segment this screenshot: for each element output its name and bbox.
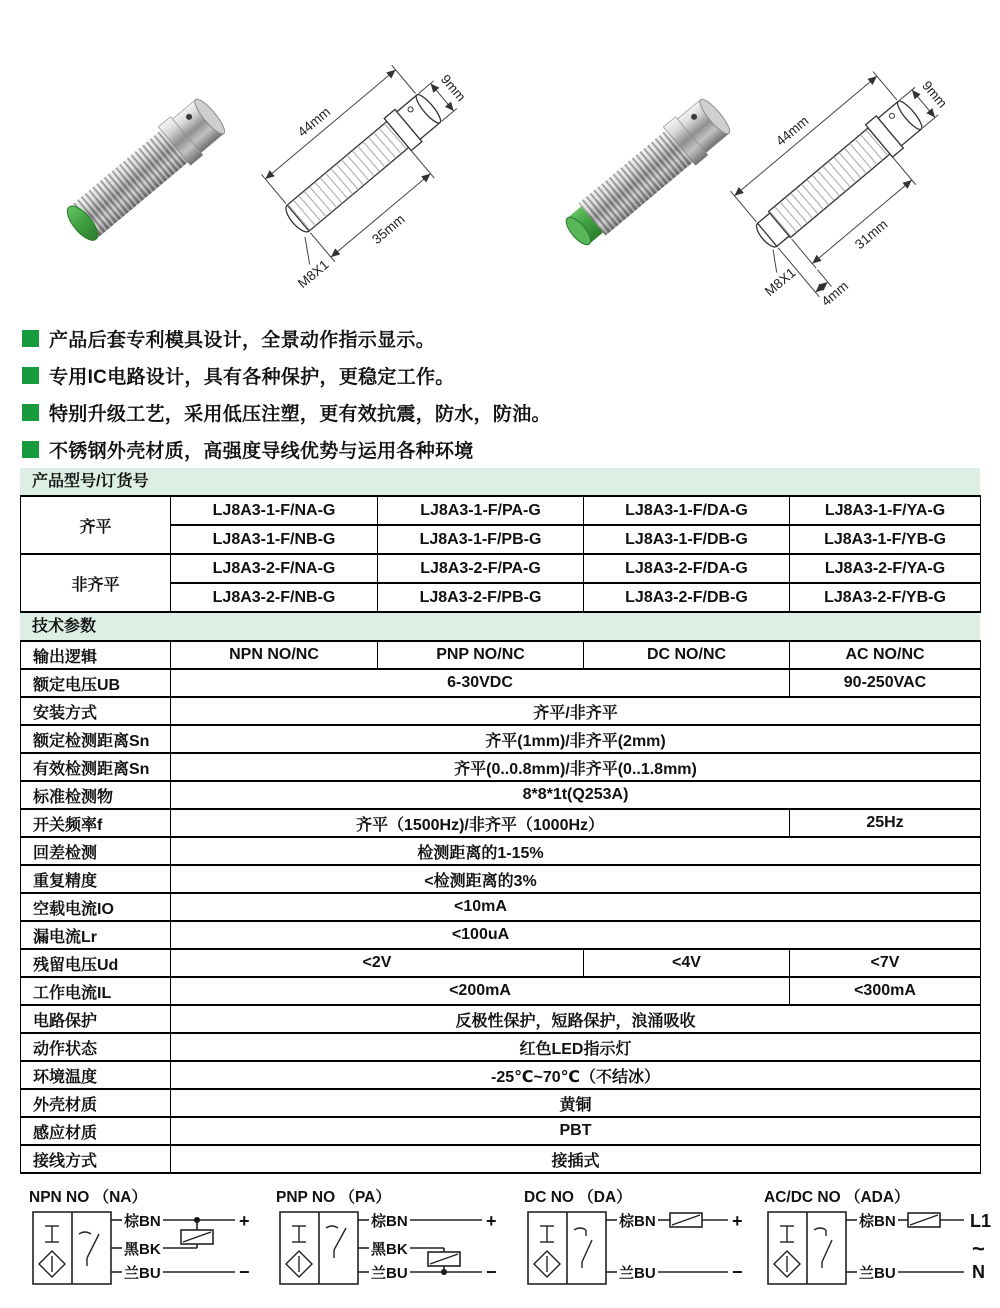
feature-item [22,320,1000,357]
spec-label: 回差检测 [21,837,171,865]
wiring-diagram-pnp-no [272,1186,507,1300]
wiring-title: NPN NO （NA） [29,1189,147,1206]
spec-label: 外壳材质 [21,1089,171,1117]
model-table-header: 产品型号/订货号 [20,468,980,495]
spec-value: <7V [790,949,981,977]
table-row [21,641,981,669]
spec-value: <100uA [171,921,981,949]
feature-text: 专用IC电路设计，具有各种保护，更稳定工作。 [49,367,455,388]
spec-label: 开关频率f [21,809,171,837]
wiring-title: AC/DC NO （ADA） [764,1189,910,1206]
switch-symbol [814,1228,832,1268]
terminal-l1: L1 [970,1211,992,1231]
wire-label-blue: 兰BU [124,1265,161,1282]
tech-table [20,640,981,1174]
spec-label: 有效检测距离Sn [21,753,171,781]
table-row [21,725,981,753]
terminal-minus: − [486,1262,497,1282]
wire-label-brown: 棕BN [619,1213,656,1230]
model-cell: LJ8A3-2-F/DB-G [584,583,790,612]
table-row [21,1117,981,1145]
spec-value: -25℃~70℃（不结冰） [171,1061,981,1089]
ac-tilde-symbol: ~ [972,1236,985,1261]
spec-value: AC NO/NC [790,641,981,669]
terminal-minus: − [732,1262,743,1282]
model-cell: LJ8A3-1-F/NA-G [171,496,378,525]
spec-value: 黄铜 [171,1089,981,1117]
wiring-diagram-acdc-no [760,1186,995,1300]
mount-type-label: 齐平 [21,496,171,554]
table-row [21,781,981,809]
dim-thread-length-nonflush: 31mm [852,216,891,253]
dim-length-flush: 44mm [294,104,334,140]
switch-symbol [326,1226,346,1258]
terminal-plus: + [486,1211,497,1231]
terminal-n: N [972,1262,985,1282]
wire-label-blue: 兰BU [619,1265,656,1282]
model-cell: LJ8A3-2-F/YA-G [790,554,981,583]
green-square-bullet-icon [22,367,39,384]
spec-label: 额定检测距离Sn [21,725,171,753]
spec-value: NPN NO/NC [171,641,378,669]
spec-label: 环境温度 [21,1061,171,1089]
coil-symbol [780,1226,794,1242]
feature-text: 特别升级工艺，采用低压注塑，更有效抗震，防水，防油。 [49,404,551,425]
spec-value: <200mA [171,977,790,1005]
wire-label-blue: 兰BU [859,1265,896,1282]
wire-label-blue: 兰BU [371,1265,408,1282]
model-cell: LJ8A3-2-F/DA-G [584,554,790,583]
switch-symbol [79,1232,99,1266]
initiator-diamond-symbol [534,1251,560,1277]
feature-text: 产品后套专利模具设计，全景动作指示显示。 [49,330,436,351]
table-row [21,977,981,1005]
spec-label: 工作电流IL [21,977,171,1005]
wiring-diagram-npn-no [25,1186,260,1300]
wiring-diagrams-section [0,1186,1000,1308]
table-row [21,753,981,781]
model-cell: LJ8A3-2-F/PB-G [378,583,584,612]
spec-value: 反极性保护，短路保护，浪涌吸收 [171,1005,981,1033]
spec-value: 8*8*1t(Q253A) [171,781,981,809]
table-row [21,809,981,837]
spec-label: 安装方式 [21,697,171,725]
spec-value: 6-30VDC [171,669,790,697]
dim-thread-spec-nonflush: M8X1 [761,264,799,300]
spec-value: 25Hz [790,809,981,837]
dim-length-nonflush: 44mm [773,113,812,149]
spec-value: DC NO/NC [584,641,790,669]
feature-item [22,394,1000,431]
dim-thread-spec-flush: M8X1 [294,256,332,292]
initiator-diamond-symbol [39,1251,65,1277]
spec-value: 齐平(1mm)/非齐平(2mm) [171,725,981,753]
table-row [21,1061,981,1089]
product-photo-nonflush [540,50,750,302]
spec-value: <300mA [790,977,981,1005]
spec-value: <检测距离的3% [171,865,981,893]
model-cell: LJ8A3-2-F/PA-G [378,554,584,583]
spec-label: 动作状态 [21,1033,171,1061]
wiring-title: DC NO （DA） [524,1189,632,1206]
green-square-bullet-icon [22,441,39,458]
model-cell: LJ8A3-1-F/DA-G [584,496,790,525]
model-cell: LJ8A3-2-F/NA-G [171,554,378,583]
feature-item [22,431,1000,468]
table-row [21,697,981,725]
table-row [21,921,981,949]
feature-list [22,320,1000,468]
table-row [21,1033,981,1061]
model-cell: LJ8A3-2-F/YB-G [790,583,981,612]
spec-label: 标准检测物 [21,781,171,809]
spec-value: 齐平(0..0.8mm)/非齐平(0..1.8mm) [171,753,981,781]
terminal-minus: − [239,1262,250,1282]
spec-value: PBT [171,1117,981,1145]
table-row [21,949,981,977]
spec-label: 重复精度 [21,865,171,893]
spec-value: <10mA [171,893,981,921]
table-row [21,669,981,697]
model-cell: LJ8A3-1-F/DB-G [584,525,790,554]
green-square-bullet-icon [22,330,39,347]
green-square-bullet-icon [22,404,39,421]
wire-label-black: 黑BK [124,1241,161,1258]
dimension-drawing-flush [243,36,495,302]
mount-type-label: 非齐平 [21,554,171,612]
model-cell: LJ8A3-1-F/YA-G [790,496,981,525]
dim-tip-nonflush: 4mm [818,278,852,309]
spec-label: 漏电流Lr [21,921,171,949]
table-row [21,893,981,921]
spec-label: 电路保护 [21,1005,171,1033]
dimension-drawing-nonflush [722,36,994,308]
table-row [21,1145,981,1173]
spec-value: 接插式 [171,1145,981,1173]
terminal-plus: + [239,1211,250,1231]
table-row [21,496,981,525]
coil-symbol [292,1226,306,1242]
terminal-plus: + [732,1211,743,1231]
spec-value: 齐平（1500Hz)/非齐平（1000Hz） [171,809,790,837]
table-row [21,1005,981,1033]
wire-label-brown: 棕BN [371,1213,408,1230]
product-images-section [0,0,1000,308]
spec-label: 残留电压Ud [21,949,171,977]
dim-head-flush: 9mm [437,71,469,105]
product-photo-flush [35,50,245,302]
spec-value: PNP NO/NC [378,641,584,669]
wiring-diagram-dc-no [520,1186,750,1300]
dim-thread-length-flush: 35mm [369,211,408,247]
spec-label: 输出逻辑 [21,641,171,669]
wire-label-brown: 棕BN [124,1213,161,1230]
spec-label: 感应材质 [21,1117,171,1145]
initiator-diamond-symbol [286,1251,312,1277]
table-row [21,554,981,583]
table-row [21,1089,981,1117]
coil-symbol [540,1226,554,1242]
wire-label-brown: 棕BN [859,1213,896,1230]
model-table [20,495,981,613]
spec-value: 红色LED指示灯 [171,1033,981,1061]
model-cell: LJ8A3-1-F/YB-G [790,525,981,554]
wiring-title: PNP NO （PA） [276,1189,391,1206]
initiator-diamond-symbol [774,1251,800,1277]
model-cell: LJ8A3-1-F/PB-G [378,525,584,554]
table-row [21,837,981,865]
model-cell: LJ8A3-2-F/NB-G [171,583,378,612]
tech-table-header: 技术参数 [20,613,980,640]
spec-value: <2V [171,949,584,977]
spec-label: 空载电流IO [21,893,171,921]
spec-value: 检测距离的1-15% [171,837,981,865]
feature-item [22,357,1000,394]
table-row [21,865,981,893]
model-cell: LJ8A3-1-F/PA-G [378,496,584,525]
spec-value: <4V [584,949,790,977]
switch-symbol [574,1228,592,1268]
coil-symbol [45,1226,59,1242]
feature-text: 不锈钢外壳材质，高强度导线优势与运用各种环境 [49,441,474,462]
spec-label: 额定电压UB [21,669,171,697]
model-cell: LJ8A3-1-F/NB-G [171,525,378,554]
spec-value: 齐平/非齐平 [171,697,981,725]
dim-head-nonflush: 9mm [919,78,950,111]
spec-label: 接线方式 [21,1145,171,1173]
wire-label-black: 黑BK [371,1241,408,1258]
spec-value: 90-250VAC [790,669,981,697]
